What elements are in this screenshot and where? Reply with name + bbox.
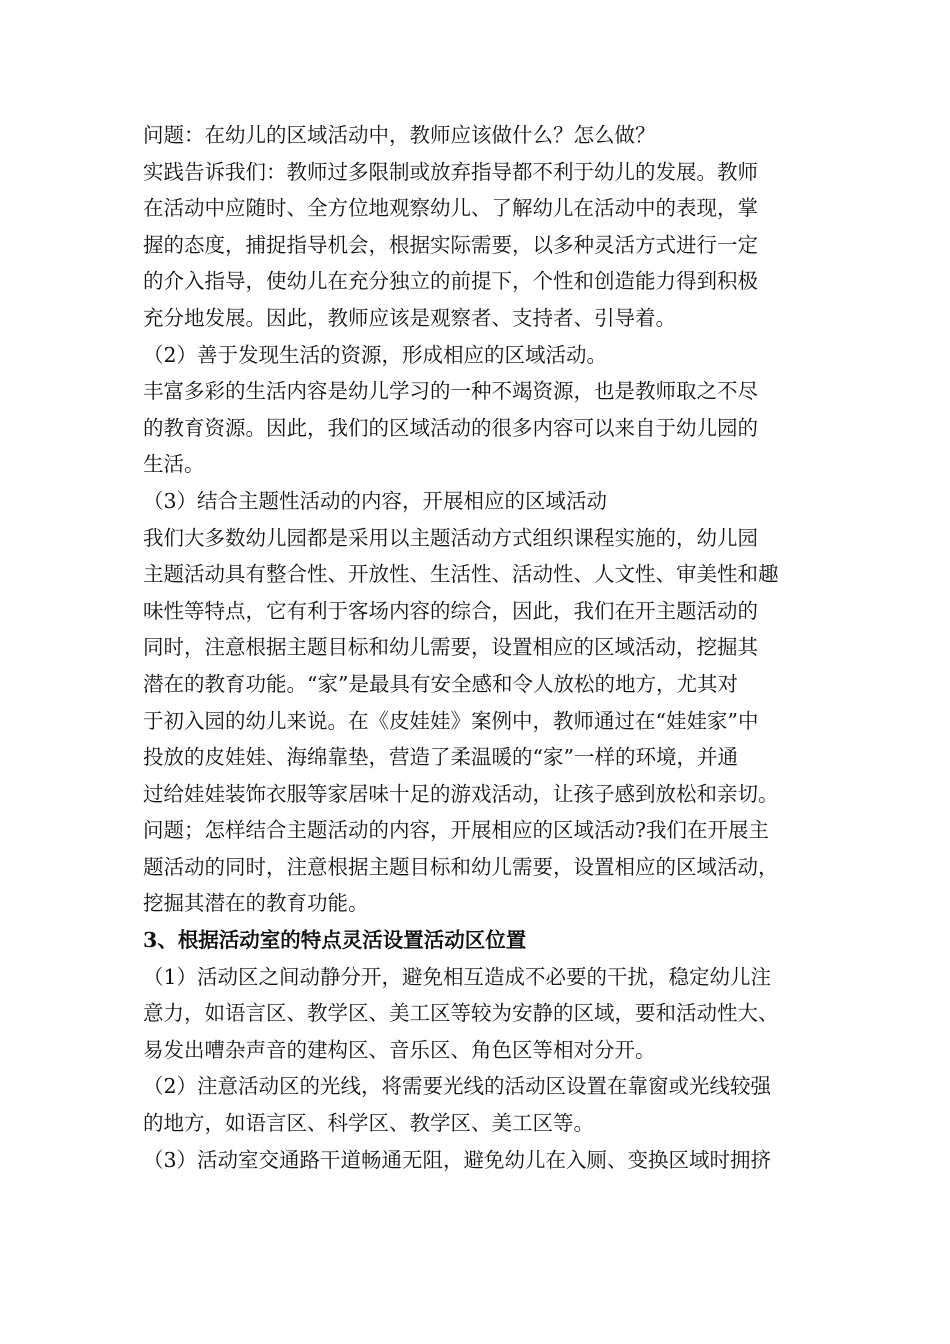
paragraph-line: 过给娃娃装饰衣服等家居味十足的游戏活动，让孩子感到放松和亲切。 <box>143 781 779 806</box>
paragraph-line: 潜在的教育功能。“家”是最具有安全感和令人放松的地方，尤其对 <box>143 671 738 696</box>
paragraph-line: 的地方，如语言区、科学区、教学区、美工区等。 <box>143 1111 594 1136</box>
paragraph-line: （3）结合主题性活动的内容，开展相应的区域活动 <box>143 488 608 513</box>
document-body <box>143 117 823 1178</box>
paragraph-line: 实践告诉我们：教师过多限制或放弃指导都不利于幼儿的发展。教师 <box>143 159 758 184</box>
paragraph-line: 的介入指导，使幼儿在充分独立的前提下，个性和创造能力得到积极 <box>143 269 758 294</box>
paragraph-line: （3）活动室交通路干道畅通无阻，避免幼儿在入厕、变换区域时拥挤 <box>143 1147 772 1172</box>
paragraph-line: 握的态度，捕捉指导机会，根据实际需要，以多种灵活方式进行一定 <box>143 232 758 257</box>
paragraph-line: 挖掘其潜在的教育功能。 <box>143 891 369 916</box>
paragraph-line: 味性等特点，它有利于客场内容的综合，因此，我们在开主题活动的 <box>143 598 758 623</box>
paragraph-line: （2）注意活动区的光线，将需要光线的活动区设置在靠窗或光线较强 <box>143 1074 772 1099</box>
paragraph-line: 同时，注意根据主题目标和幼儿需要，设置相应的区域活动，挖掘其 <box>143 635 758 660</box>
paragraph-line: 丰富多彩的生活内容是幼儿学习的一种不竭资源，也是教师取之不尽 <box>143 379 758 404</box>
paragraph-line: 易发出嘈杂声音的建构区、音乐区、角色区等相对分开。 <box>143 1037 656 1062</box>
paragraph-line: （2）善于发现生活的资源，形成相应的区域活动。 <box>143 342 608 367</box>
paragraph-line: 于初入园的幼儿来说。在《皮娃娃》案例中，教师通过在“娃娃家”中 <box>143 708 759 733</box>
paragraph-line: （1）活动区之间动静分开，避免相互造成不必要的干扰，稳定幼儿注 <box>143 964 772 989</box>
paragraph-line: 的教育资源。因此，我们的区域活动的很多内容可以来自于幼儿园的 <box>143 415 758 440</box>
paragraph-line: 在活动中应随时、全方位地观察幼儿、了解幼儿在活动中的表现，掌 <box>143 196 758 221</box>
paragraph-line: 题活动的同时，注意根据主题目标和幼儿需要，设置相应的区域活动， <box>143 854 779 879</box>
paragraph-line: 投放的皮娃娃、海绵靠垫，营造了柔温暖的“家”一样的环境，并通 <box>143 745 738 770</box>
section-heading: 3、根据活动室的特点灵活设置活动区位置 <box>143 928 527 953</box>
paragraph-line: 问题；怎样结合主题活动的内容，开展相应的区域活动?我们在开展主 <box>143 818 769 843</box>
paragraph-line: 我们大多数幼儿园都是采用以主题活动方式组织课程实施的，幼儿园 <box>143 525 758 550</box>
paragraph-line: 意力，如语言区、教学区、美工区等较为安静的区域，要和活动性大、 <box>143 1001 779 1026</box>
paragraph-line: 生活。 <box>143 452 205 477</box>
paragraph-line: 充分地发展。因此，教师应该是观察者、支持者、引导着。 <box>143 305 676 330</box>
paragraph-line: 主题活动具有整合性、开放性、生活性、活动性、人文性、审美性和趣 <box>143 562 779 587</box>
paragraph-line: 问题：在幼儿的区域活动中，教师应该做什么？怎么做？ <box>143 123 656 147</box>
